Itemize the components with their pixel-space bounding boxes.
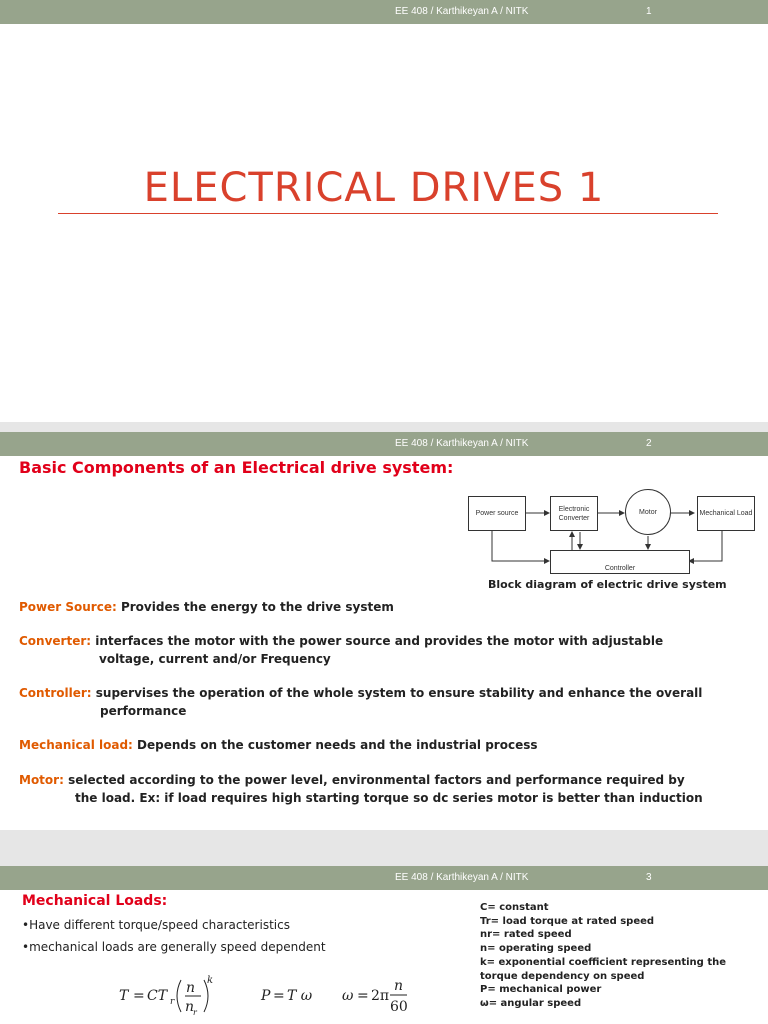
controller-text: supervises the operation of the whole system to ensure stability and enhance the overall: [95, 686, 703, 700]
svg-text:r: r: [170, 997, 175, 1007]
mechanical-load-block: Mechanical Load: [697, 496, 755, 531]
bullet-point: •Have different torque/speed characteristics: [22, 918, 290, 932]
controller-label: Controller:: [19, 686, 92, 700]
power-source-block: Power source: [468, 496, 526, 531]
svg-text:k: k: [207, 975, 214, 986]
svg-text:=: =: [357, 988, 369, 1004]
page-number: 1: [646, 6, 652, 17]
definition: n= operating speed: [480, 943, 592, 955]
definition: Tr= load torque at rated speed: [480, 915, 655, 927]
svg-text:60: 60: [390, 999, 408, 1015]
motor-text-cont: the load. Ex: if load requires high starting torque so dc series motor is better than induction: [75, 791, 703, 805]
converter-text-cont: voltage, current and/or Frequency: [99, 652, 331, 666]
slide-3: [0, 866, 768, 1024]
converter-label: Converter:: [19, 634, 92, 648]
controller-text-cont: performance: [100, 704, 187, 718]
svg-text:T: T: [119, 988, 129, 1004]
course-label: EE 408 / Karthikeyan A / NITK: [395, 438, 529, 449]
controller-description: [19, 684, 702, 720]
slide-2: [0, 432, 768, 830]
mechanical-load-description: [19, 736, 538, 754]
svg-text:P: P: [261, 988, 271, 1004]
slide-title: ELECTRICAL DRIVES 1: [143, 165, 605, 211]
colon: :: [111, 600, 117, 614]
slide-separator: [0, 830, 768, 866]
motor-text: selected according to the power level, environmental factors and performance required by: [68, 773, 685, 787]
svg-text:=: =: [133, 988, 145, 1004]
definition: k= exponential coefficient representing the: [480, 956, 726, 968]
definition: ω= angular speed: [480, 997, 582, 1009]
definition: P= mechanical power: [480, 984, 602, 996]
power-source-description: [19, 598, 394, 616]
svg-text:=: =: [273, 988, 285, 1004]
converter-text: interfaces the motor with the power source and provides the motor with adjustable: [95, 634, 664, 648]
svg-text:ω: ω: [342, 988, 354, 1004]
svg-text:n: n: [185, 999, 195, 1015]
converter-description: [19, 632, 663, 668]
converter-block: Electronic Converter: [550, 496, 598, 531]
svg-text:n: n: [394, 978, 404, 994]
motor-block: Motor: [625, 489, 671, 535]
formulas: [115, 970, 425, 1022]
svg-text:2π: 2π: [371, 988, 390, 1004]
bullet-point: •mechanical loads are generally speed dependent: [22, 940, 326, 954]
definition: C= constant: [480, 902, 549, 913]
slide-header: [0, 432, 768, 456]
definition: torque dependency on speed: [480, 970, 645, 982]
power-source-text: Provides the energy to the drive system: [120, 600, 394, 614]
controller-block: Controller: [550, 550, 690, 574]
course-label: EE 408 / Karthikeyan A / NITK: [395, 6, 529, 17]
svg-text:n: n: [186, 980, 196, 996]
slide-separator: [0, 422, 768, 432]
svg-text:r: r: [193, 1008, 197, 1017]
title-underline: [58, 213, 718, 214]
svg-text:T ω: T ω: [287, 988, 313, 1004]
course-label: EE 408 / Karthikeyan A / NITK: [395, 872, 529, 883]
motor-description: [19, 771, 703, 807]
mechanical-load-label: Mechanical load:: [19, 738, 133, 752]
power-source-label: Power Source: [19, 600, 112, 614]
diagram-caption: Block diagram of electric drive system: [488, 578, 727, 591]
svg-text:CT: CT: [147, 988, 168, 1004]
slide-header: [0, 866, 768, 890]
slide-heading: Basic Components of an Electrical drive system:: [19, 458, 454, 477]
slide-1: [0, 0, 768, 422]
definitions-list: [480, 901, 726, 1011]
definition: nr= rated speed: [480, 929, 572, 941]
page-number: 2: [646, 438, 652, 449]
page-number: 3: [646, 872, 652, 883]
slide-header: [0, 0, 768, 24]
motor-label: Motor:: [19, 773, 64, 787]
mechanical-load-text: Depends on the customer needs and the industrial process: [137, 738, 538, 752]
slide-heading: Mechanical Loads:: [22, 893, 168, 909]
